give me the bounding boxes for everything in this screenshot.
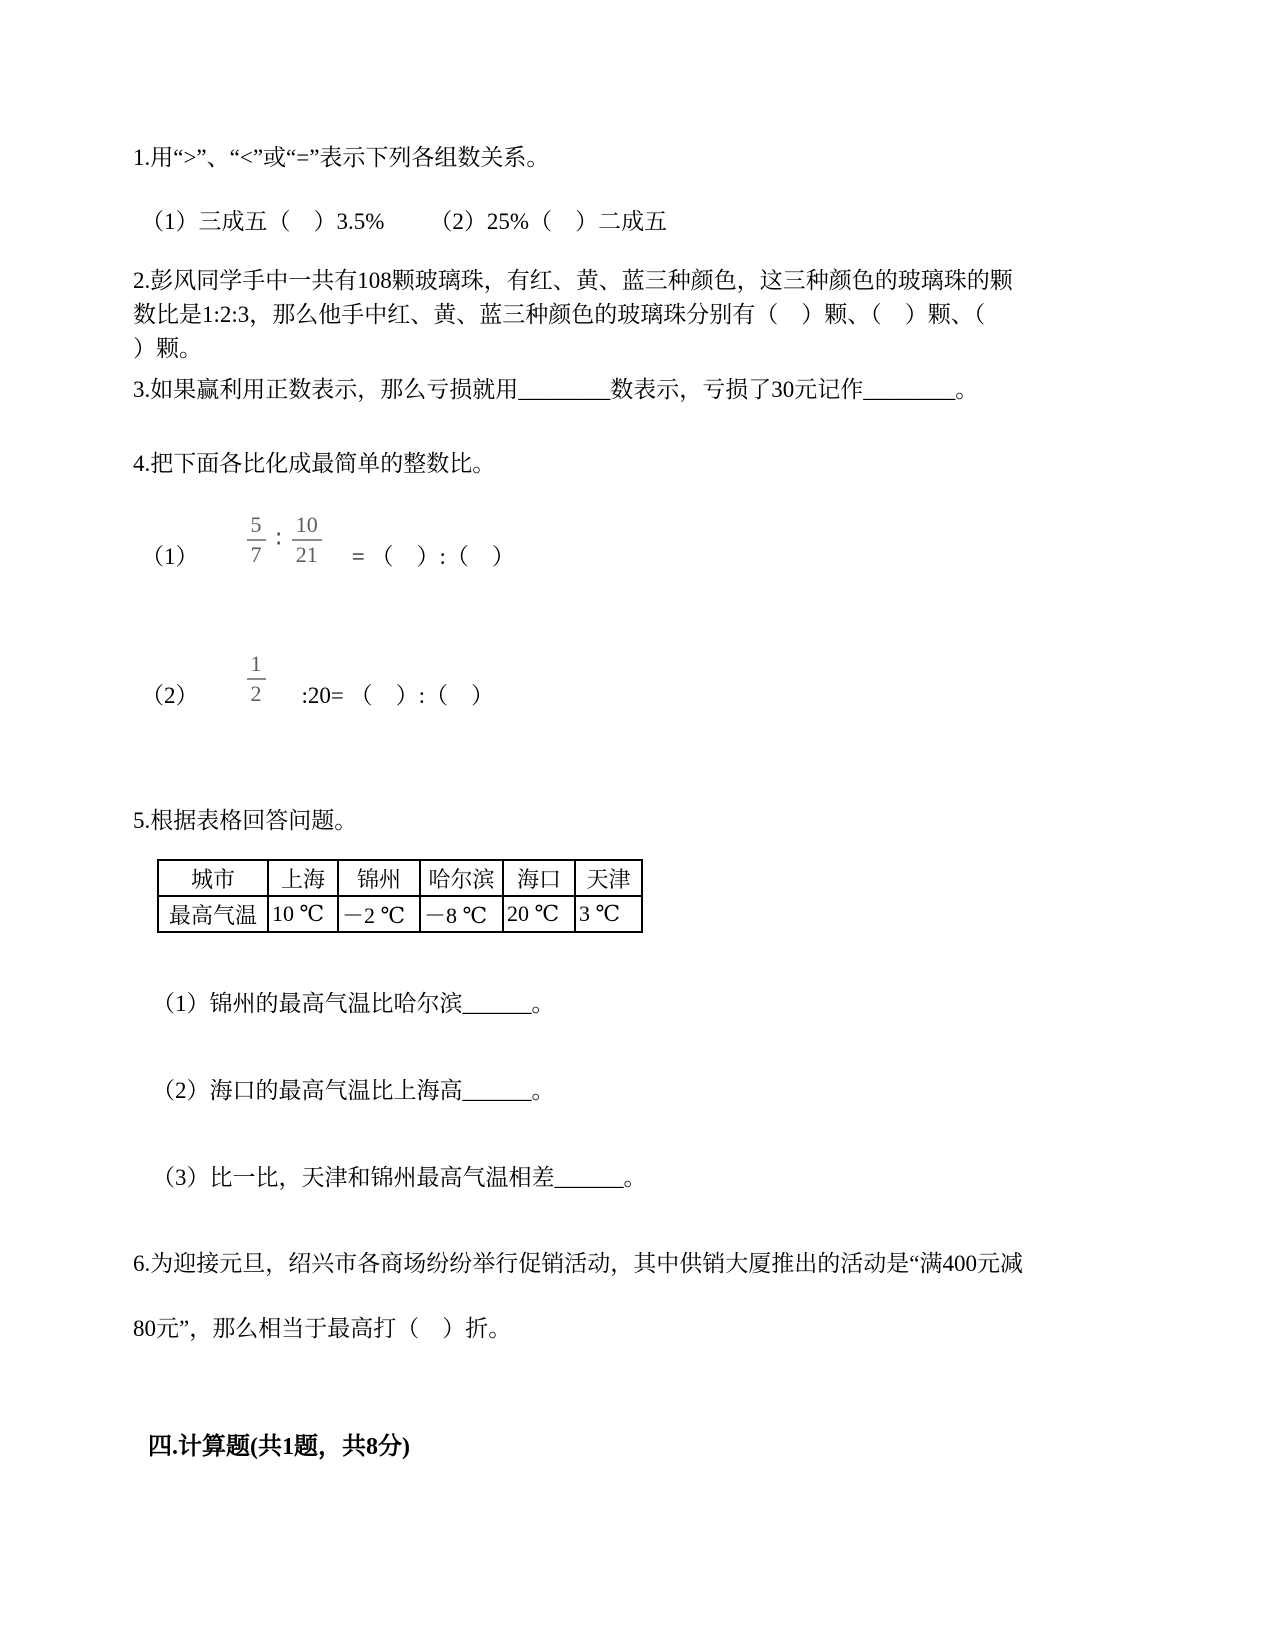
q5-sub3: （3）比一比，天津和锦州最高气温相差______。: [152, 1165, 647, 1190]
temp-tianjin: 3 ℃: [575, 896, 642, 932]
q2-line2: 数比是1:2:3，那么他手中红、黄、蓝三种颜色的玻璃珠分别有（ ）颗、（ ）颗、（: [133, 302, 986, 327]
fraction-numerator: 1: [247, 651, 266, 680]
q6-line2: 80元”，那么相当于最高打（ ）折。: [133, 1316, 512, 1341]
temp-haikou: 20 ℃: [503, 896, 575, 932]
table-header-shanghai: 上海: [268, 860, 338, 896]
q2-line3: ）颗。: [133, 336, 202, 361]
q5-sub2: （2）海口的最高气温比上海高______。: [152, 1078, 555, 1103]
fraction-denominator: 7: [250, 542, 262, 567]
table-header-harbin: 哈尔滨: [420, 860, 503, 896]
q1-part1: （1）三成五（ ）3.5%: [141, 209, 385, 234]
table-header-row: [158, 860, 642, 896]
q5-sub1: （1）锦州的最高气温比哈尔滨______。: [152, 991, 555, 1016]
q4-part2-row: [141, 635, 1108, 711]
q1-part2: （2）25%（ ）二成五: [429, 209, 668, 234]
q4-part1-answer-blanks: = （ ）:（ ）: [351, 544, 515, 569]
q4-part2-label: （2）: [141, 683, 199, 708]
table-header-tianjin: 天津: [575, 860, 642, 896]
temperature-table: [157, 859, 643, 933]
q5-stem: 5.根据表格回答问题。: [133, 808, 358, 833]
temp-shanghai: 10 ℃: [268, 896, 338, 932]
q1-stem: 1.用“>”、“<”或“=”表示下列各组数关系。: [133, 145, 550, 170]
fraction-denominator: 21: [295, 542, 318, 567]
fraction-10-21: [292, 512, 322, 568]
table-header-city: 城市: [158, 860, 268, 896]
ratio-colon: ∶: [275, 527, 282, 553]
q1-parts-row: [141, 207, 1108, 237]
fraction-denominator: 2: [250, 681, 262, 706]
section4-title: 四.计算题(共1题，共8分): [148, 1434, 410, 1460]
q4-part1-formula: [247, 512, 322, 568]
fraction-5-7: [247, 512, 266, 568]
fraction-numerator: 5: [247, 512, 266, 541]
q2-line1: 2.彭风同学手中一共有108颗玻璃珠，有红、黄、蓝三种颜色，这三种颜色的玻璃珠的颗: [133, 268, 1013, 293]
temp-jinzhou: －2 ℃: [338, 896, 420, 932]
q4-part1-label: （1）: [141, 544, 199, 569]
q2-stem: [133, 264, 1108, 366]
fraction-numerator: 10: [292, 512, 322, 541]
worksheet-content: [133, 143, 1108, 1487]
table-data-row: [158, 896, 642, 932]
fraction-1-2: [247, 651, 266, 707]
q4-part1-row: [141, 494, 1108, 572]
table-header-jinzhou: 锦州: [338, 860, 420, 896]
q3-stem: 3.如果赢利用正数表示，那么亏损就用________数表示，亏损了30元记作________。: [133, 377, 979, 402]
q4-stem: 4.把下面各比化成最简单的整数比。: [133, 451, 496, 476]
q4-part2-answer-blanks: :20= （ ）:（ ）: [301, 683, 495, 708]
q6-line1: 6.为迎接元旦，绍兴市各商场纷纷举行促销活动，其中供销大厦推出的活动是“满400元减: [133, 1251, 1023, 1276]
table-row-label: 最高气温: [158, 896, 268, 932]
q4-part2-formula: [247, 651, 266, 707]
table-header-haikou: 海口: [503, 860, 575, 896]
temp-harbin: －8 ℃: [420, 896, 503, 932]
